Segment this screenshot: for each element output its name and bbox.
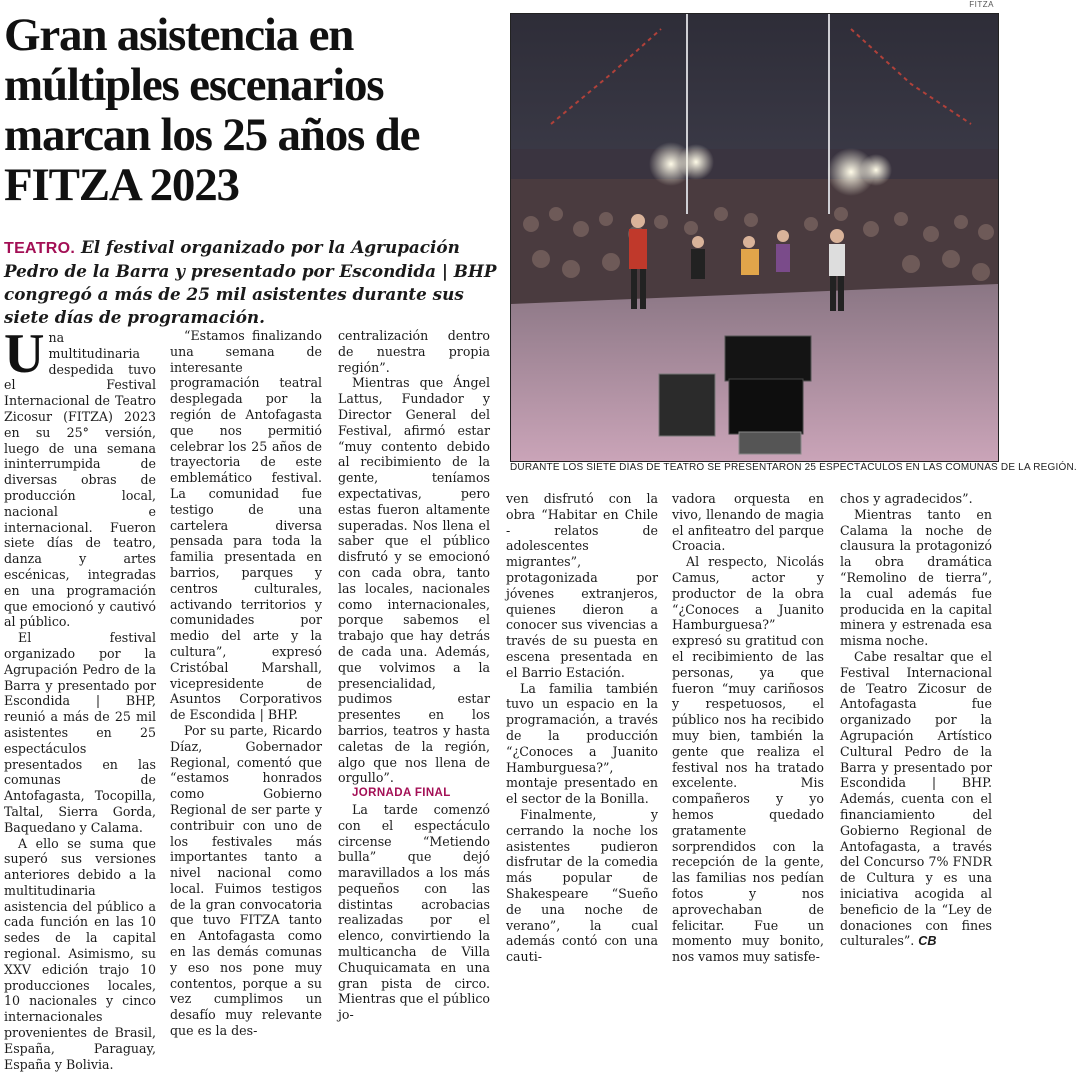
- end-mark: CB: [918, 934, 936, 948]
- deck: [4, 236, 500, 329]
- paragraph: Al respecto, Nicolás Camus, actor y productor de la obra “¿Conoces a Juanito Hamburguesa?” expresó su gratitud con el recibimiento de las personas, ya que fueron “muy cariñosos y respetuosos, el público nos ha recibido muy bien, también la gente que realiza el festival nos ha tratado excelente. Mis compañeros y yo hemos quedado gratamente sorprendidos con la recepción de la gente, las familias nos pedían fotos y nos aprovechaban de felicitar. Fue un momento muy bonito, nos vamos muy satisfe-: [672, 554, 824, 965]
- deck-text: El festival organizado por la Agrupación Pedro de la Barra y presentado por Escondida | BHP congregó a más de 25 mil asistentes durante sus siete días de programación.: [4, 237, 496, 327]
- paragraph: “Estamos finalizando una semana de interesante programación teatral desplegada por la región de Antofagasta que nos permitió celebrar los 25 años de trayectoria de este emblemático festival. La comunidad fue testigo de una cartelera diversa pensada para toda la familia presentada en barrios, parques y centros culturales, activando territorios y comunidades por medio del arte y la cultura”, expresó Cristóbal Marshall, vicepresidente de Asuntos Corporativos de Escondida | BHP.: [170, 328, 322, 723]
- paragraph: A ello se suma que superó sus versiones anteriores debido a la multitudinaria asistencia del público a cada función en las 10 sedes de la capital regional. Asimismo, su XXV edición trajo 10 producciones locales, 10 nacionales y cinco internacionales provenientes de Brasil, España, Paraguay, España y Bolivia.: [4, 836, 156, 1072]
- paragraph: Por su parte, Ricardo Díaz, Gobernador Regional, comentó que “estamos honrados como Gobierno Regional de ser parte y contribuir con uno de los festivales más importantes tanto a nivel nacional como local. Fuimos testigos de la gran convocatoria que tuvo FITZA tanto en Antofagasta como en las demás comunas y eso nos pone muy contentos, porque a su vez cumplimos un desafío muy relevante que es la des-: [170, 723, 322, 1039]
- paragraph: El festival organizado por la Agrupación Pedro de la Barra y presentado por Escondida | BHP, reunió a más de 25 mil asistentes en 25 espectáculos presentados en las comunas de Antofagasta, Tocopilla, Taltal, Sierra Gorda, Baquedano y Calama.: [4, 630, 156, 835]
- paragraph: vadora orquesta en vivo, llenando de magia el anfiteatro del parque Croacia.: [672, 491, 824, 554]
- paragraph: ven disfrutó con la obra “Habitar en Chile - relatos de adolescentes migrantes”, protagonizada por jóvenes extranjeros, quienes dieron a conocer sus vivencias a través de su puesta en escena presentada en el Barrio Estación.: [506, 491, 658, 681]
- paragraph: Finalmente, y cerrando la noche los asistentes pudieron disfrutar de la comedia más popular de Shakespeare “Sueño de una noche de verano”, la cual además contó con una cauti-: [506, 807, 658, 965]
- paragraph: La tarde comenzó con el espectáculo circense “Metiendo bulla” que dejó maravillados a los más pequeños con las distintas acrobacias realizadas por el elenco, convirtiendo la multicancha de Villa Chuquicamata en una gran pista de circo. Mientras que el público jo-: [338, 802, 490, 1023]
- paragraph: Cabe resaltar que el Festival Internacional de Teatro Zicosur de Antofagasta fue organizado por la Agrupación Artístico Cultural Pedro de la Barra y presentado por Escondida | BHP. Además, cuenta con el financiamiento del Gobierno Regional de Antofagasta, a través del Concurso 7% FNDR de Cultura y es una iniciativa acogida al beneficio de la “Ley de donaciones con fines culturales”. CB: [840, 649, 992, 950]
- paragraph: Una multitudinaria despedida tuvo el Festival Internacional de Teatro Zicosur (FITZA) 2023 en su 25° versión, luego de una semana ininterrumpida de diversas obras de producción local, nacional e internacional. Fueron siete días de teatro, danza y artes escénicas, integradas en una programación que emocionó y cautivó al público.: [4, 330, 156, 630]
- paragraph: La familia también tuvo un espacio en la programación, a través de la producción “¿Conoces a Juanito Hamburguesa?”, montaje presentado en el sector de la Bonilla.: [506, 681, 658, 807]
- body-column-2: [170, 328, 322, 1039]
- subhead-jornada-final: JORNADA FINAL: [338, 786, 490, 802]
- headline: Gran asistencia en múltiples escenarios marcan los 25 años de FITZA 2023: [4, 10, 504, 210]
- body-column-5: [672, 491, 824, 965]
- paragraph: Mientras tanto en Calama la noche de clausura la protagonizó la obra dramática “Remolino de tierra”, la cual además fue producida en la capital minera y estrenada esa misma noche.: [840, 507, 992, 649]
- photo-caption: DURANTE LOS SIETE DÍAS DE TEATRO SE PRESENTARON 25 ESPECTÁCULOS EN LAS COMUNAS DE LA REGIÓN.: [510, 462, 997, 474]
- body-column-6: [840, 491, 992, 950]
- body-column-4: [506, 491, 658, 965]
- section-label: TEATRO.: [4, 240, 75, 257]
- body-column-1: [4, 330, 156, 1072]
- stage-photo: [510, 13, 999, 462]
- paragraph: chos y agradecidos”.: [840, 491, 992, 507]
- paragraph: centralización dentro de nuestra propia región”.: [338, 328, 490, 375]
- dropcap: U: [4, 332, 44, 376]
- body-column-3: [338, 328, 490, 1023]
- masthead-tag: FITZA: [969, 0, 994, 9]
- paragraph: Mientras que Ángel Lattus, Fundador y Director General del Festival, afirmó estar “muy contento debido al recibimiento de la gente, teníamos expectativas, pero estas fueron altamente superadas. Nos llena el saber que el público disfrutó y se emocionó con cada obra, tanto las locales, nacionales como internacionales, porque sabemos el trabajo que hay detrás de cada una. Además, que volvimos a la presencialidad, pudimos estar presentes en los barrios, teatros y hasta caletas de la región, algo que nos llena de orgullo”.: [338, 375, 490, 786]
